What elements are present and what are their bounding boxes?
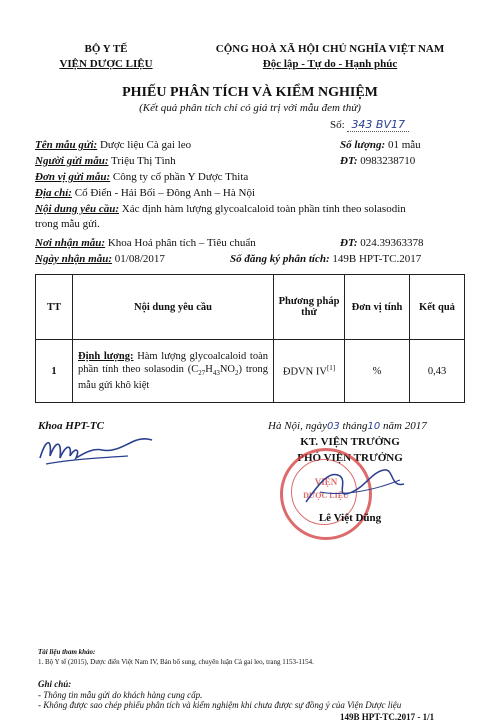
signing-date: Hà Nội, ngày03 tháng10 năm 2017 [268, 420, 427, 432]
row-method: ĐDVN IV[1] [274, 340, 345, 403]
sender-row: Người gửi mẫu: Triệu Thị Tình [35, 155, 176, 167]
official-stamp-icon: VIỆN DƯỢC LIỆU [280, 448, 372, 540]
country-name: CỘNG HOÀ XÃ HỘI CHỦ NGHĨA VIỆT NAM [215, 43, 445, 55]
sender-phone-row: ĐT: 0983238710 [340, 155, 416, 167]
row-content: Định lượng: Hàm lượng glycoalcaloid toàn phần tính theo solasodin $(C_{27}H_{43}NO_2)$ trong mẫu gửi khô kiệt [73, 340, 274, 403]
receiver-row: Nơi nhận mẫu: Khoa Hoá phân tích – Tiêu chuẩn [35, 237, 256, 249]
table-header-row [36, 275, 465, 340]
sample-name-row: Tên mẫu gửi: Dược liệu Cà gai leo [35, 139, 192, 151]
reference-item: 1. Bộ Y tế (2015), Dược điển Việt Nam IV, Bản bổ sung, chuyên luận Cà gai leo, trang 1153-1154. [38, 658, 314, 666]
header-tt: TT [36, 275, 73, 340]
row-result: 0,43 [410, 340, 465, 403]
country-motto: Độc lập - Tự do - Hạnh phúc [262, 58, 398, 70]
note-line-1: - Thông tin mẫu gửi do khách hàng cung cấp. [38, 690, 203, 700]
header-unit: Đơn vị tính [345, 275, 410, 340]
table-row [36, 340, 465, 403]
unit-row: Đơn vị gửi mẫu: Công ty cổ phần Y Dược Thita [35, 171, 249, 183]
references-label: Tài liệu tham khảo: [38, 648, 96, 656]
row-tt: 1 [36, 340, 73, 403]
document-number-label: Số: [330, 119, 345, 131]
header-content: Nội dung yêu cầu [73, 275, 274, 340]
signer-title-2: PHÓ VIỆN TRƯỞNG [297, 452, 403, 464]
institute-name: VIỆN DƯỢC LIỆU [59, 58, 153, 70]
department-signature-icon [36, 428, 156, 478]
department-title: Khoa HPT-TC [38, 420, 104, 432]
request-row: Nội dung yêu cầu: Xác định hàm lượng glycoalcaloid toàn phần tính theo solasodin [35, 203, 406, 215]
header-method: Phương pháp thử [274, 275, 345, 340]
row-unit: % [345, 340, 410, 403]
date-received-row: Ngày nhận mẫu: 01/08/2017 [35, 253, 165, 265]
note-line-2: - Không được sao chép phiếu phân tích và kiểm nghiệm khi chưa được sự đồng ý của Viện Dược liệu [38, 700, 402, 710]
header-result: Kết quả [410, 275, 465, 340]
document-number [330, 118, 409, 131]
signer-title-1: KT. VIỆN TRƯỞNG [300, 436, 400, 448]
director-signature-icon [300, 462, 410, 512]
footer-code: 149B HPT-TC.2017 - 1/1 [340, 712, 435, 722]
registration-row: Số đăng ký phân tích: 149B HPT-TC.2017 [230, 253, 422, 265]
signer-name: Lê Việt Dũng [318, 512, 382, 524]
document-title: PHIẾU PHÂN TÍCH VÀ KIỂM NGHIỆM [122, 85, 378, 100]
address-row: Địa chỉ: Cổ Điển - Hải Bối – Đông Anh – Hà Nội [35, 187, 255, 199]
ministry-name: BỘ Y TẾ [84, 43, 128, 55]
receiver-phone-row: ĐT: 024.39363378 [340, 237, 424, 249]
results-table [35, 274, 465, 403]
notes-label: Ghi chú: [38, 679, 72, 689]
request-row-2: trong mẫu gửi. [35, 218, 100, 230]
document-number-value: 343 BV17 [347, 118, 409, 132]
document-subtitle: (Kết quả phân tích chỉ có giá trị với mẫu đem thử) [139, 102, 361, 114]
quantity-row: Số lượng: 01 mẫu [340, 139, 421, 151]
